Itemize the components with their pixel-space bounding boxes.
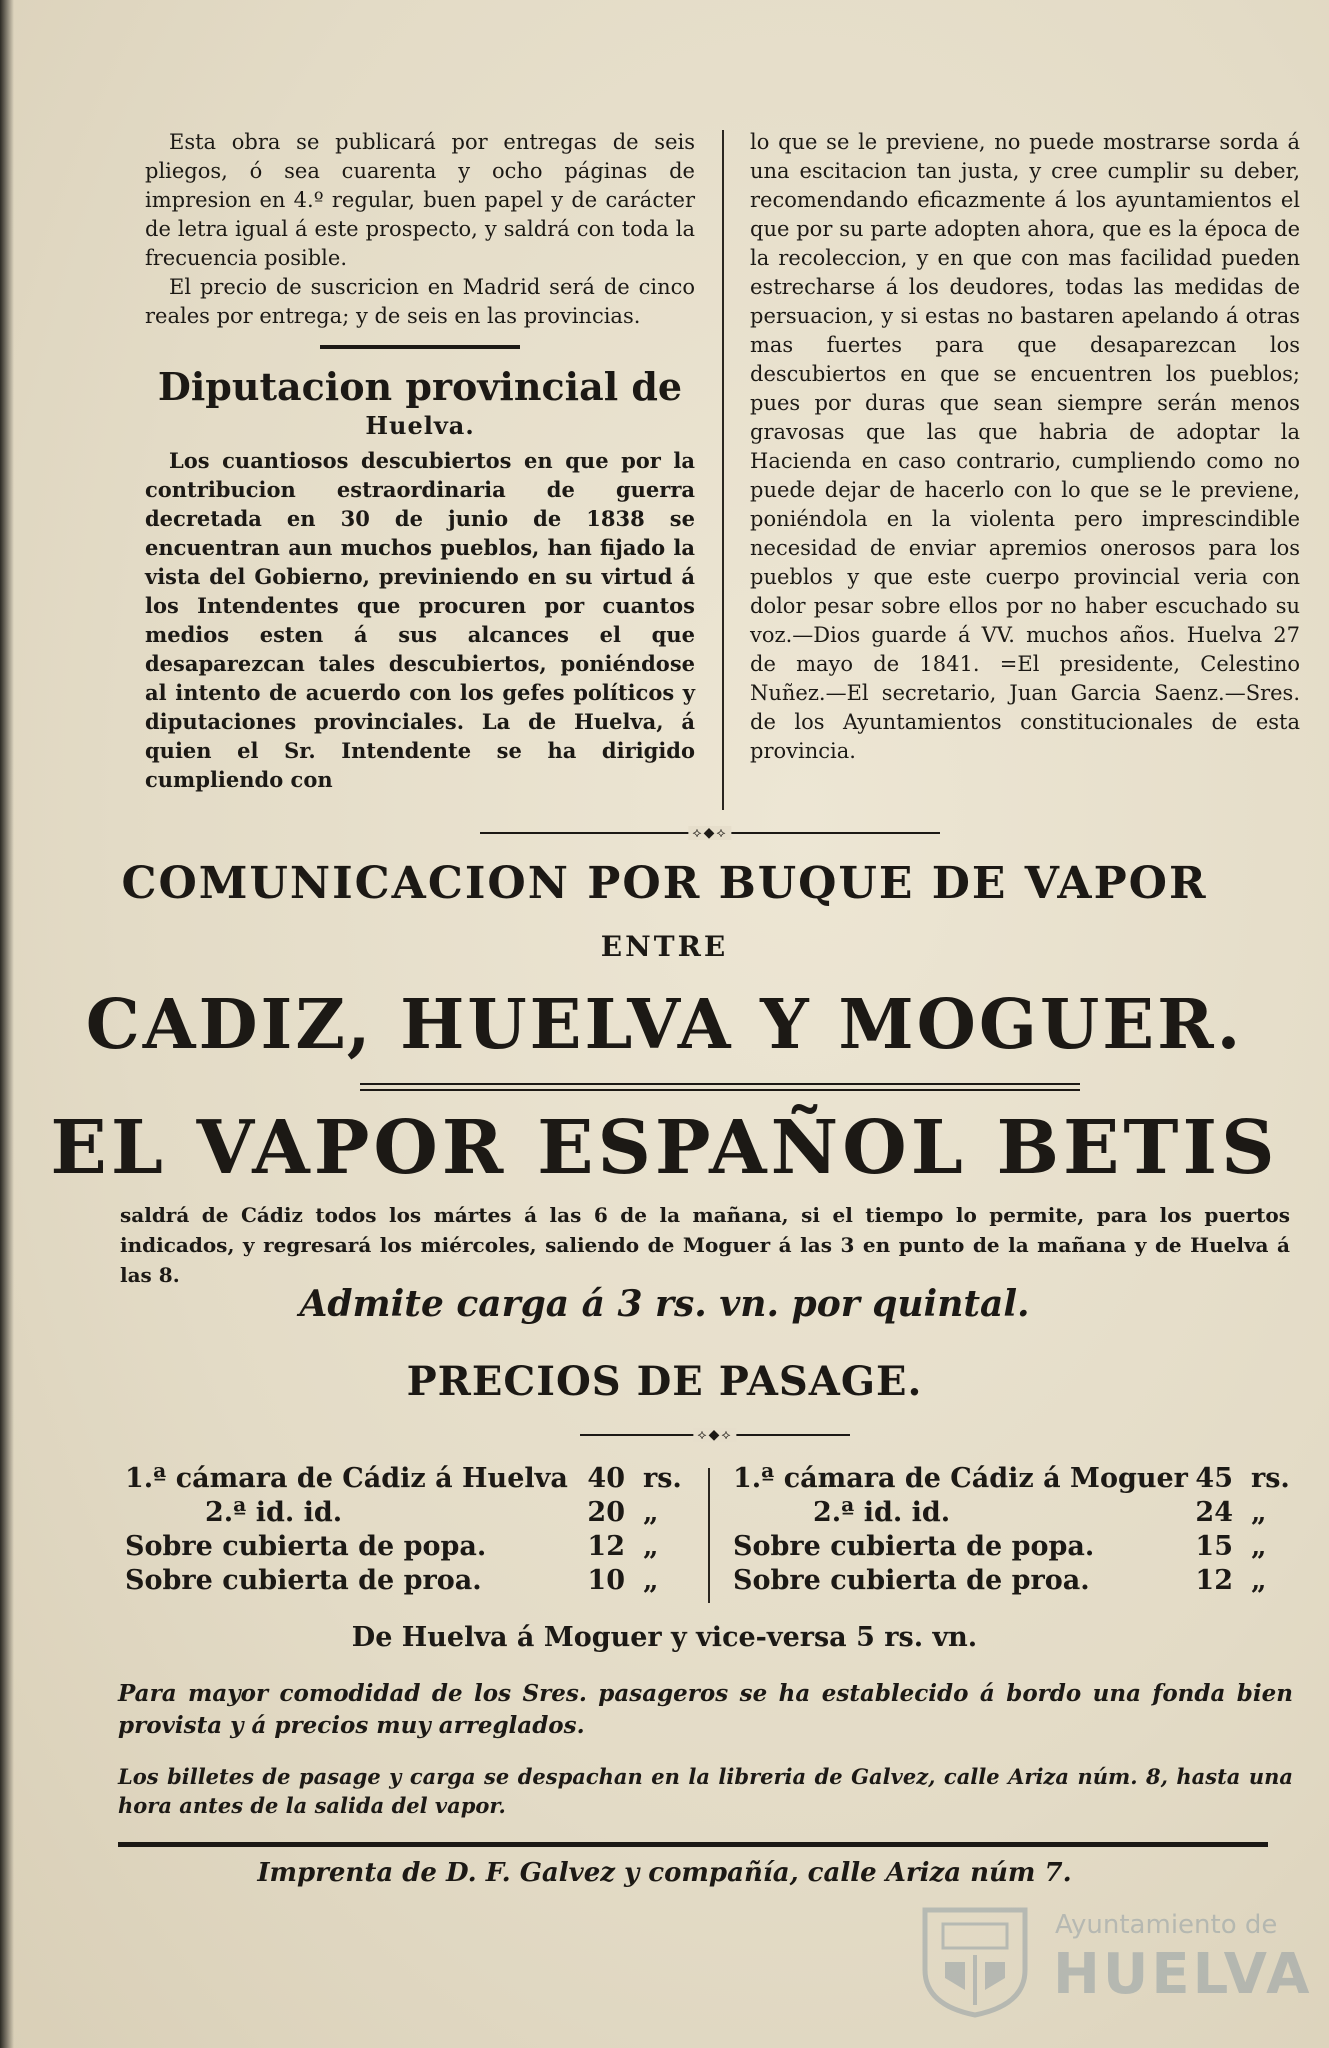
fare-row: Sobre cubierta de proa. 12 „ — [733, 1565, 1267, 1596]
diputacion-continuation: lo que se le previene, no puede mostrarse sorda á una escitacion tan justa, y cree cumplir su deber, recomendando eficazmente á los ayuntamientos el que por su parte adopten ahora, que es la época de la recoleccion, y en que con mas facilidad pueden estrecharse á los deudores, todas las medidas de persuacion, y si estas no bastaren apelando á otras mas fuertes para que desaparezcan los descubiertos en que se encuentren los pueblos; pues por duras que sean siempre serán menos gravosas que las que habria de adoptar la Hacienda en caso contrario, cumpliendo como no puede dejar de hacerlo con lo que se le previene, poniéndola en la violenta pero imprescindible necesidad de enviar apremios onerosos para los pueblos y que este cuerpo provincial veria con dolor pesar sobre ellos por no haber escuchado su voz.—Dios guarde á VV. muchos años. Huelva 27 de mayo de 1841. =El presidente, Celestino Nuñez.—El secretario, Juan Garcia Saenz.—Sres. de los Ayuntamientos constitucionales de esta provincia. — [750, 130, 1300, 763]
fare-row: Sobre cubierta de popa. 12 „ — [125, 1531, 659, 1562]
fares-title: PRECIOS DE PASAGE. — [406, 1358, 923, 1405]
city-shield-icon — [915, 1900, 1035, 2018]
headline-vessel: EL VAPOR ESPAÑOL BETIS — [50, 1105, 1279, 1191]
left-column — [145, 128, 695, 794]
schedule-notice: saldrá de Cádiz todos los mártes á las 6 de la mañana, si el tiempo lo permite, para los puertos indicados, y regresará los miércoles, saliendo de Moguer á las 3 en punto de la mañana y de Huelva á las 8. — [120, 1203, 1290, 1287]
fare-divider — [708, 1468, 710, 1603]
fare-row: 1.ª cámara de Cádiz á Huelva 40 rs. — [125, 1463, 682, 1494]
ticket-sales-note: Los billetes de pasage y carga se despachan en la libreria de Galvez, calle Ariza núm. 8, hasta una hora antes de la salida del vapor. — [118, 1764, 1293, 1818]
double-rule — [360, 1080, 1080, 1094]
fare-row: 2.ª id. id. 20 „ — [205, 1497, 659, 1528]
ornament-icon: ⟡◆⟡ — [688, 826, 731, 840]
ornament-rule-fares — [580, 1428, 850, 1442]
watermark-line-1: Ayuntamiento de — [1055, 1910, 1278, 1940]
onboard-comfort-note: Para mayor comodidad de los Sres. pasageros se ha establecido á bordo una fonda bien provista y á precios muy arreglados. — [118, 1680, 1293, 1739]
watermark-line-2: HUELVA — [1053, 1942, 1313, 2007]
intro-paragraph-2: El precio de suscricion en Madrid será de cinco reales por entrega; y de seis en las provincias. — [145, 275, 695, 328]
section-subheading: Huelva. — [365, 411, 475, 440]
headline-ports: CADIZ, HUELVA Y MOGUER. — [85, 985, 1244, 1065]
archive-watermark — [915, 1890, 1313, 2020]
intro-paragraph-1: Esta obra se publicará por entregas de seis pliegos, ó sea cuarenta y ocho páginas de impresion en 4.º regular, buen papel y de carácter de letra igual á este prospecto, y saldrá con toda la frecuencia posible. — [145, 130, 695, 270]
printer-imprint: Imprenta de D. F. Galvez y compañía, calle Ariza núm 7. — [257, 1858, 1072, 1888]
diputacion-paragraph: Los cuantiosos descubiertos en que por la contribucion estraordinaria de guerra decretada en 30 de junio de 1838 se encuentran aun muchos pueblos, han fijado la vista del Gobierno, previniendo en su virtud á los Intendentes que procuren por cuantos medios esten á sus alcances el que desaparezcan tales descubiertos, poniéndose al intento de acuerdo con los gefes políticos y diputaciones provinciales. La de Huelva, á quien el Sr. Intendente se ha dirigido cumpliendo con — [145, 448, 695, 792]
section-heading: Diputacion provincial de — [157, 364, 683, 409]
fare-row: Sobre cubierta de popa. 15 „ — [733, 1531, 1267, 1562]
ornament-rule-top — [480, 826, 940, 840]
column-divider — [722, 130, 724, 810]
footer-rule — [118, 1842, 1268, 1847]
right-column — [750, 128, 1300, 766]
fare-table-huelva — [125, 1462, 695, 1598]
headline-between: ENTRE — [600, 930, 729, 963]
headline-steamship: COMUNICACION POR BUQUE DE VAPOR — [121, 858, 1208, 909]
fare-row: 1.ª cámara de Cádiz á Moguer 45 rs. — [733, 1463, 1290, 1494]
fare-table-moguer — [733, 1462, 1303, 1598]
cargo-rate: Admite carga á 3 rs. vn. por quintal. — [299, 1283, 1030, 1325]
short-rule — [320, 345, 520, 349]
fare-row: Sobre cubierta de proa. 10 „ — [125, 1565, 659, 1596]
return-fare: De Huelva á Moguer y vice-versa 5 rs. vn. — [351, 1622, 978, 1653]
fare-row: 2.ª id. id. 24 „ — [813, 1497, 1267, 1528]
ornament-icon: ⟡◆⟡ — [693, 1428, 736, 1442]
